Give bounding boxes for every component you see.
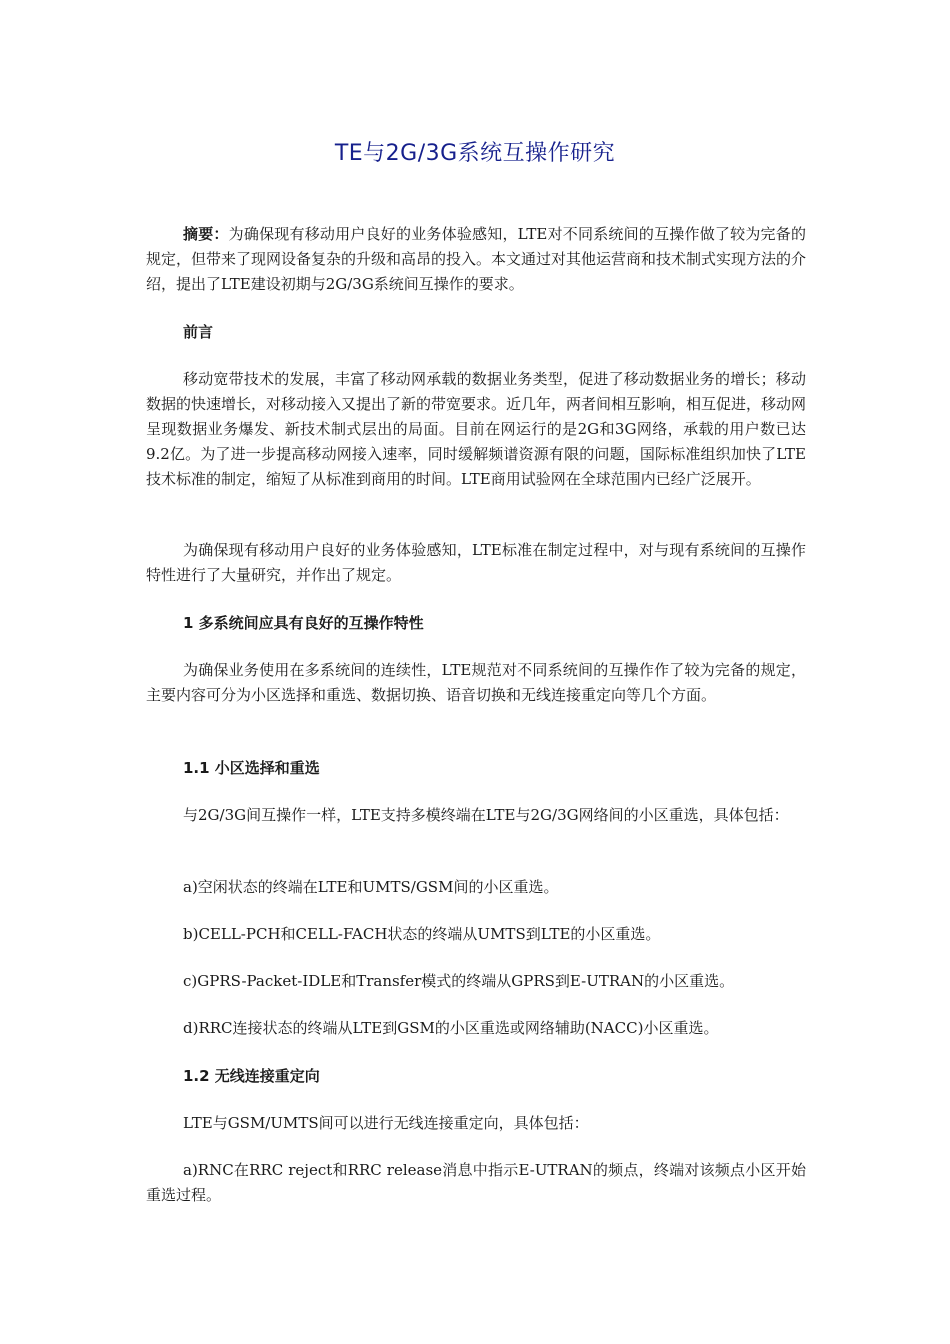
abstract-label: 摘要： (183, 225, 229, 243)
paragraph-intro: 移动宽带技术的发展，丰富了移动网承载的数据业务类型，促进了移动数据业务的增长；移动数据的快速增长，对移动接入又提出了新的带宽要求。近几年，两者间相互影响，相互促进，移动网呈现数据业务爆发、新技术制式层出的局面。目前在网运行的是2G和3G网络，承载的用户数已达9.2亿。为了进一步提高移动网接入速率，同时缓解频谱资源有限的问题，国际标准组织加快了LTE技术标准的制定，缩短了从标准到商用的时间。LTE商用试验网在全球范围内已经广泛展开。 (146, 370, 807, 488)
document-title: TE与2G/3G系统互操作研究 (334, 141, 616, 166)
preface-heading: 前言 (183, 323, 214, 341)
list-item-a: a)空闲状态的终端在LTE和UMTS/GSM间的小区重选。 (183, 878, 559, 896)
list-item-b: b)CELL-PCH和CELL-FACH状态的终端从UMTS到LTE的小区重选。 (183, 925, 661, 943)
abstract-text: 为确保现有移动用户良好的业务体验感知，LTE对不同系统间的互操作做了较为完备的规定，但带来了现网设备复杂的升级和高昂的投入。本文通过对其他运营商和技术制式实现方法的介绍，提出了LTE建设初期与2G/3G系统间互操作的要求。 (146, 225, 807, 293)
abstract-paragraph (146, 222, 806, 297)
list-item-redirection-a: a)RNC在RRC reject和RRC release消息中指示E-UTRAN的频点，终端对该频点小区开始重选过程。 (146, 1161, 806, 1204)
section-heading-1-2: 1.2 无线连接重定向 (183, 1067, 320, 1085)
paragraph-continuity: 为确保业务使用在多系统间的连续性，LTE规范对不同系统间的互操作作了较为完备的规定，主要内容可分为小区选择和重选、数据切换、语音切换和无线连接重定向等几个方面。 (146, 661, 806, 704)
paragraph-interop-study: 为确保现有移动用户良好的业务体验感知，LTE标准在制定过程中，对与现有系统间的互操作特性进行了大量研究，并作出了规定。 (146, 541, 806, 584)
list-item-d: d)RRC连接状态的终端从LTE到GSM的小区重选或网络辅助(NACC)小区重选。 (183, 1019, 719, 1037)
paragraph-cell-reselection: 与2G/3G间互操作一样，LTE支持多模终端在LTE与2G/3G网络间的小区重选，具体包括： (183, 806, 789, 824)
section-heading-1-1: 1.1 小区选择和重选 (183, 759, 320, 777)
paragraph-redirection: LTE与GSM/UMTS间可以进行无线连接重定向，具体包括： (183, 1114, 589, 1132)
section-heading-1: 1 多系统间应具有良好的互操作特性 (183, 614, 424, 632)
list-item-c: c)GPRS-Packet-IDLE和Transfer模式的终端从GPRS到E-UTRAN的小区重选。 (183, 972, 735, 990)
